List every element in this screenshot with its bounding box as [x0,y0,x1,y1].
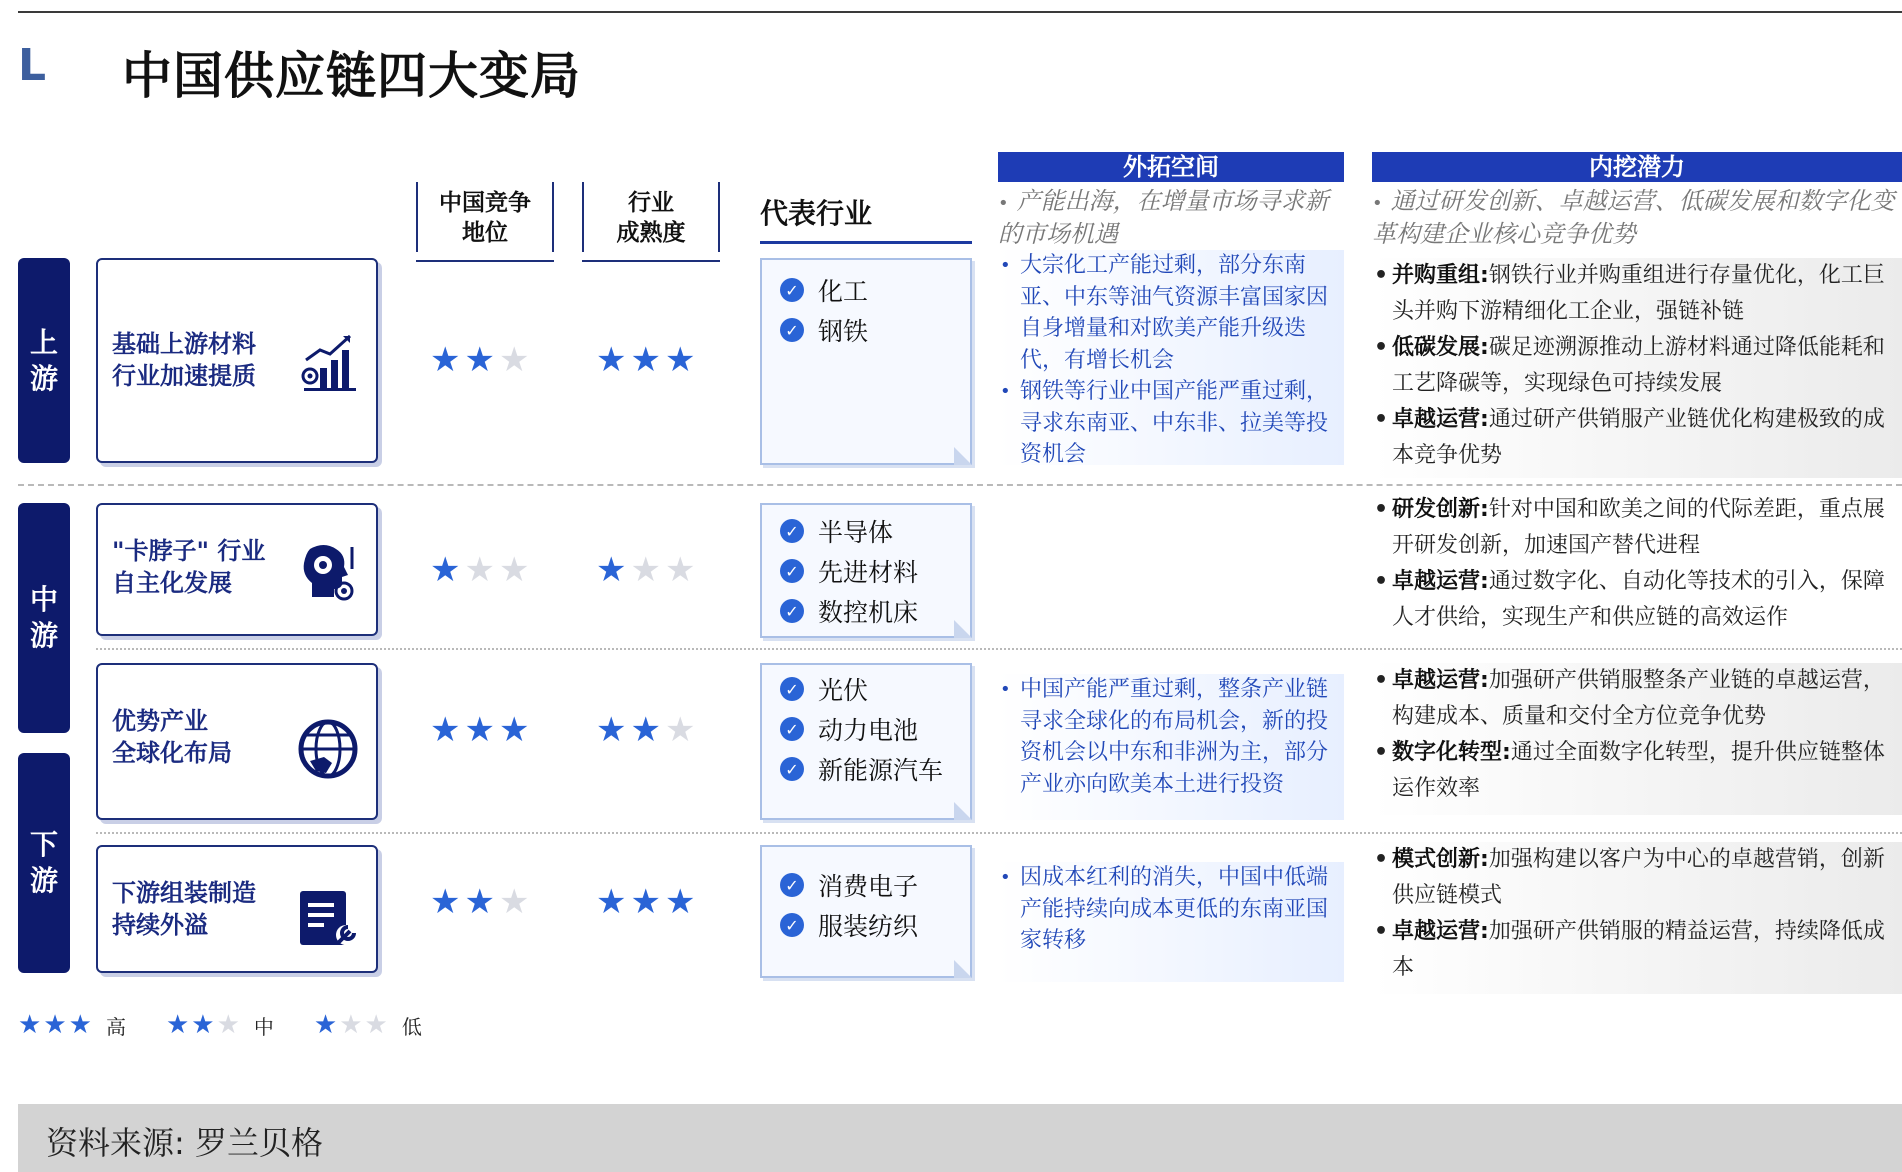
external-panel-downstream [998,862,1344,982]
industry-box [760,845,972,978]
row-divider [96,648,1902,650]
star-empty-icon: ★ [216,1010,242,1040]
star-filled-icon: ★ [18,1010,44,1040]
internal-point [1372,492,1896,564]
industry-item [780,709,970,749]
industry-label: 光伏 [818,676,869,705]
row-label: 基础上游材料 行业加速提质 [112,330,256,390]
star-empty-icon: ★ [364,1010,390,1040]
internal-panel-chokepoint [1372,492,1902,640]
star-filled-icon: ★ [630,882,665,922]
legend-stars [166,1010,242,1040]
star-filled-icon: ★ [68,1010,94,1040]
star-filled-icon: ★ [596,550,631,590]
internal-point-text: 通过全面数字化转型，提升供应链整体运作效率 [1392,740,1885,801]
industry-label: 数控机床 [818,598,919,627]
star-filled-icon: ★ [630,710,665,750]
rating-maturity [596,550,699,590]
rating-maturity [596,710,699,750]
rating-competition [430,710,533,750]
row-label: "卡脖子" 行业 自主化发展 [112,537,266,597]
checkmark-icon: ✓ [780,318,804,342]
industries-underline [760,241,972,244]
industry-item [780,865,970,905]
checkmark-icon: ✓ [780,913,804,937]
star-filled-icon: ★ [464,882,499,922]
internal-panel-global [1372,663,1902,815]
col-header-industries: 代表行业 [760,197,873,230]
industry-label: 消费电子 [818,872,919,901]
row-card-upstream-materials [96,258,378,463]
star-filled-icon: ★ [664,882,700,922]
internal-point-text: 加强研产供销服整条产业链的卓越运营，构建成本、质量和交付全方位竞争优势 [1392,668,1885,729]
rating-maturity [596,882,699,922]
star-empty-icon: ★ [664,550,700,590]
star-empty-icon: ★ [498,550,534,590]
external-panel-global [998,674,1344,820]
external-panel-upstream [998,250,1344,465]
stage-midstream: 中 游 [18,503,70,733]
internal-point [1372,663,1896,735]
star-empty-icon: ★ [498,882,534,922]
industry-item [780,669,970,709]
row-divider [18,484,1902,486]
legend-stars [314,1010,390,1040]
industry-label: 化工 [818,277,869,306]
internal-point-heading: 模式创新: [1392,847,1489,872]
globe-icon [296,717,360,781]
industry-box [760,503,972,638]
internal-point-text: 通过研产供销服产业链优化构建极致的成本竞争优势 [1392,407,1885,468]
star-empty-icon: ★ [498,340,534,380]
internal-point-heading: 卓越运营: [1392,407,1489,432]
industry-item [780,551,970,591]
checkmark-icon: ✓ [780,559,804,583]
internal-point [1372,402,1896,474]
row-card-downstream-assembly [96,845,378,973]
internal-panel-downstream [1372,842,1902,994]
star-empty-icon: ★ [339,1010,365,1040]
external-point: • 钢铁等行业中国产能严重过剩，寻求东南亚、中东非、拉美等投资机会 [998,376,1344,471]
legend-entry [314,1010,422,1040]
star-filled-icon: ★ [430,340,465,380]
star-filled-icon: ★ [596,882,631,922]
industry-label: 先进材料 [818,558,919,587]
stage-downstream: 下 游 [18,753,70,973]
checkmark-icon: ✓ [780,717,804,741]
row-card-chokepoint [96,503,378,636]
checkmark-icon: ✓ [780,519,804,543]
star-filled-icon: ★ [498,710,534,750]
checkmark-icon: ✓ [780,599,804,623]
internal-point-text: 加强研产供销服的精益运营，持续降低成本 [1392,919,1885,980]
industry-item [780,310,970,350]
internal-point-heading: 低碳发展: [1392,335,1489,360]
star-filled-icon: ★ [165,1010,192,1040]
industry-item [780,749,970,789]
internal-point-text: 加强构建以客户为中心的卓越营销，创新供应链模式 [1392,847,1885,908]
internal-point-text: 通过数字化、自动化等技术的引入，保障人才供给，实现生产和供应链的高效运作 [1392,569,1885,630]
star-filled-icon: ★ [191,1010,217,1040]
external-point: • 大宗化工产能过剩，部分东南亚、中东等油气资源丰富国家因自身增量和对欧美产能升级迭代，有增长机会 [998,250,1344,376]
internal-panel-upstream [1372,258,1902,478]
industry-label: 服装纺织 [818,912,919,941]
star-filled-icon: ★ [630,340,665,380]
legend-entry [18,1010,126,1040]
internal-point [1372,735,1896,807]
page-title: 中国供应链四大变局 [122,47,581,105]
star-filled-icon: ★ [313,1010,340,1040]
brain-gear-icon [294,539,358,603]
rating-maturity [596,340,699,380]
internal-point-heading: 卓越运营: [1392,668,1489,693]
internal-point [1372,564,1896,636]
legend-label: 中 [253,1014,274,1039]
star-filled-icon: ★ [430,882,465,922]
star-filled-icon: ★ [430,710,465,750]
internal-point [1372,258,1896,330]
star-filled-icon: ★ [43,1010,69,1040]
external-subtitle: • 产能出海，在增量市场寻求新的市场机遇 [998,187,1329,248]
industry-item [780,511,970,551]
col-header-competition: 中国竞争 地位 [416,182,554,252]
industry-label: 钢铁 [818,317,869,346]
rating-competition [430,550,533,590]
industry-box [760,258,972,465]
legend-label: 低 [401,1014,422,1039]
logo-mark: L [18,40,47,91]
row-card-global-layout [96,663,378,820]
star-empty-icon: ★ [664,710,700,750]
rating-legend [18,1010,422,1040]
internal-point-text: 针对中国和欧美之间的代际差距，重点展开研发创新，加速国产替代进程 [1392,497,1885,558]
chart-growth-icon [298,330,362,394]
internal-point-heading: 卓越运营: [1392,919,1489,944]
rating-competition [430,882,533,922]
industry-label: 新能源汽车 [818,756,944,785]
internal-point-text: 碳足迹溯源推动上游材料通过降低能耗和工艺降碳等，实现绿色可持续发展 [1392,335,1885,396]
star-filled-icon: ★ [464,340,499,380]
internal-point-heading: 数字化转型: [1392,740,1511,765]
external-header: 外拓空间 [998,152,1344,182]
star-filled-icon: ★ [596,710,631,750]
checkmark-icon: ✓ [780,873,804,897]
star-filled-icon: ★ [464,710,499,750]
star-empty-icon: ★ [630,550,665,590]
internal-point-text: 钢铁行业并购重组进行存量优化，化工巨头并购下游精细化工企业，强链补链 [1392,263,1885,324]
internal-point [1372,914,1896,986]
star-empty-icon: ★ [464,550,499,590]
checkmark-icon: ✓ [780,278,804,302]
industry-item [780,270,970,310]
internal-point-heading: 卓越运营: [1392,569,1489,594]
row-divider [96,832,1902,834]
rating-competition [430,340,533,380]
row-label: 优势产业 全球化布局 [112,707,232,767]
star-filled-icon: ★ [596,340,631,380]
internal-point-heading: 并购重组: [1392,263,1489,288]
checkmark-icon: ✓ [780,757,804,781]
internal-point [1372,842,1896,914]
internal-header: 内挖潜力 [1372,152,1902,182]
internal-point-heading: 研发创新: [1392,497,1489,522]
industry-box [760,663,972,820]
star-filled-icon: ★ [430,550,465,590]
col-header-maturity: 行业 成熟度 [582,182,720,252]
industry-item [780,905,970,945]
industry-item [780,591,970,631]
star-filled-icon: ★ [664,340,700,380]
external-point: • 因成本红利的消失，中国中低端产能持续向成本更低的东南亚国家转移 [998,862,1344,957]
internal-subtitle: • 通过研发创新、卓越运营、低碳发展和数字化变革构建企业核心竞争优势 [1372,187,1895,248]
document-wrench-icon [296,885,360,949]
legend-entry [166,1010,274,1040]
industry-label: 半导体 [818,518,894,547]
legend-label: 高 [105,1014,126,1039]
stage-upstream: 上 游 [18,258,70,463]
checkmark-icon: ✓ [780,677,804,701]
internal-point [1372,330,1896,402]
source-footer [18,1104,1902,1172]
legend-stars [18,1010,94,1040]
external-point: • 中国产能严重过剩，整条产业链寻求全球化的布局机会，新的投资机会以中东和非洲为主，部分产业亦向欧美本土进行投资 [998,674,1344,800]
source-text: 资料来源: 罗兰贝格 [46,1124,323,1162]
row-label: 下游组装制造 持续外溢 [112,879,256,939]
top-rule [18,11,1902,13]
industry-label: 动力电池 [818,716,919,745]
